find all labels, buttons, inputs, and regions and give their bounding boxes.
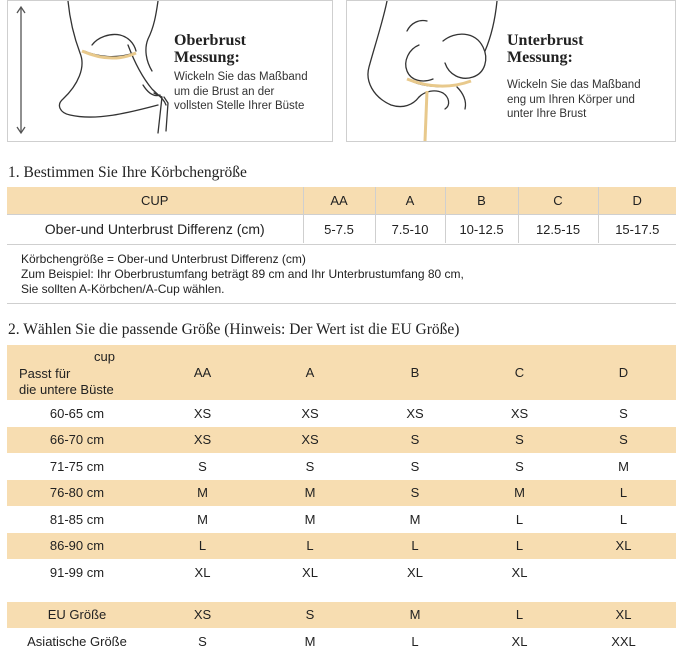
- size-cell: S: [410, 485, 420, 501]
- cup-header-label: CUP: [7, 187, 303, 215]
- asian-size-cell: M: [304, 633, 316, 649]
- table-row: [7, 427, 676, 454]
- size-header-row: [7, 345, 676, 400]
- size-cell: XS: [301, 432, 319, 448]
- range-cell: 71-75 cm: [49, 458, 105, 474]
- range-cell: 86-90 cm: [49, 538, 105, 554]
- section1-title: 1. Bestimmen Sie Ihre Körbchengröße: [8, 164, 247, 181]
- size-header-corner: [7, 345, 147, 400]
- asian-size-cell: L: [411, 633, 419, 649]
- size-cell: XS: [406, 405, 424, 421]
- cup-header-c: C: [518, 187, 598, 215]
- unterbrust-measure-panel: [346, 0, 676, 142]
- size-cell: XS: [193, 405, 212, 421]
- header-passt-line-2: die untere Büste: [19, 382, 114, 397]
- size-cell: M: [514, 485, 525, 501]
- unterbrust-title-1: Unterbrust: [507, 32, 584, 49]
- oberbrust-title-1: Oberbrust: [174, 32, 246, 49]
- header-passt-label: [19, 366, 114, 398]
- range-cell: 76-80 cm: [49, 485, 105, 501]
- size-cell: S: [515, 432, 524, 448]
- oberbrust-measure-panel: [7, 0, 333, 142]
- unterbrust-title-2: Messung:: [507, 49, 573, 66]
- size-cell: L: [619, 511, 628, 527]
- difference-b: 10-12.5: [445, 215, 518, 244]
- cup-note-line-2: Zum Beispiel: Ihr Oberbrustumfang beträgt 89 cm and Ihr Unterbrustumfang 80 cm,: [21, 267, 464, 281]
- eu-size-cell: S: [305, 607, 315, 623]
- cup-header-b: B: [445, 187, 518, 215]
- size-cell: XS: [301, 405, 319, 421]
- size-cell: [571, 559, 676, 586]
- size-header-c: C: [514, 365, 525, 380]
- range-cell: 60-65 cm: [49, 405, 105, 421]
- eu-size-cell: L: [515, 607, 524, 623]
- oberbrust-desc-1: Wickeln Sie das Maßband: [174, 71, 308, 83]
- oberbrust-title-2: Messung:: [174, 49, 240, 66]
- table-row: [7, 453, 676, 480]
- table-row: [7, 533, 676, 560]
- size-cell: S: [410, 458, 420, 474]
- size-cell: L: [515, 538, 524, 554]
- eu-size-cell: XL: [615, 607, 632, 623]
- size-cell: L: [411, 538, 419, 554]
- asian-size-cell: XL: [511, 633, 528, 649]
- header-passt-line-1: Passt für: [19, 366, 71, 381]
- size-cell: S: [305, 458, 315, 474]
- difference-a: 7.5-10: [375, 215, 445, 244]
- cup-header-row: [7, 187, 676, 215]
- asian-size-label: Asiatische Größe: [27, 633, 127, 649]
- size-cell: S: [619, 432, 628, 448]
- size-cell: S: [198, 458, 207, 474]
- size-header-aa: AA: [193, 365, 212, 380]
- difference-c: 12.5-15: [518, 215, 598, 244]
- size-cell: L: [619, 485, 628, 501]
- unterbrust-desc-2: eng um Ihren Körper und: [507, 93, 635, 106]
- size-cell: M: [197, 511, 208, 527]
- cup-size-table: [7, 187, 676, 243]
- size-header-b: B: [410, 365, 420, 380]
- size-cell: L: [306, 538, 314, 554]
- size-cell: XL: [302, 564, 318, 580]
- cup-note: [7, 244, 676, 304]
- unterbrust-desc-1: Wickeln Sie das Maßband: [507, 79, 641, 91]
- table-gap-row: [7, 586, 676, 602]
- asian-size-cell: XXL: [611, 633, 636, 649]
- size-cell: S: [619, 405, 628, 421]
- size-cell: S: [410, 432, 420, 448]
- difference-aa: 5-7.5: [303, 215, 375, 244]
- asian-size-row: [7, 628, 676, 655]
- table-row: [7, 400, 676, 427]
- table-row: [7, 506, 676, 533]
- size-cell: S: [515, 458, 524, 474]
- size-cell: M: [197, 485, 208, 501]
- size-header-d: D: [618, 365, 629, 380]
- eu-size-cell: XS: [193, 607, 212, 623]
- range-cell: 91-99 cm: [49, 564, 105, 580]
- difference-d: 15-17.5: [615, 221, 660, 237]
- eu-size-cell: M: [409, 607, 421, 623]
- eu-size-row: [7, 602, 676, 629]
- cup-note-line-1: Körbchengröße = Ober-und Unterbrust Differenz (cm): [21, 252, 306, 266]
- size-cell: L: [198, 538, 207, 554]
- table-gap: [7, 586, 676, 602]
- table-row: [7, 559, 676, 586]
- size-cell: L: [515, 511, 524, 527]
- range-cell: 81-85 cm: [49, 511, 105, 527]
- section2-title: 2. Wählen Sie die passende Größe (Hinweis: Der Wert ist die EU Größe): [8, 321, 460, 338]
- size-cell: XS: [510, 405, 529, 421]
- asian-size-cell: S: [198, 633, 207, 649]
- height-arrow-icon: [17, 7, 25, 133]
- size-cell: XL: [615, 538, 632, 554]
- header-cup-label: cup: [94, 349, 115, 364]
- size-cell: XL: [407, 564, 423, 580]
- size-cell: M: [304, 511, 316, 527]
- eu-size-label: EU Größe: [47, 607, 107, 623]
- range-cell: 66-70 cm: [49, 432, 105, 448]
- size-cell: M: [409, 511, 421, 527]
- cup-header-d: D: [598, 187, 676, 215]
- cup-note-line-3: Sie sollten A-Körbchen/A-Cup wählen.: [21, 282, 225, 296]
- unterbrust-desc-3: unter Ihre Brust: [507, 108, 587, 120]
- cup-difference-row: [7, 215, 676, 244]
- size-cell: M: [618, 458, 629, 474]
- table-row: [7, 480, 676, 507]
- cup-header-aa: AA: [303, 187, 375, 215]
- oberbrust-desc-2: um die Brust an der: [174, 85, 275, 98]
- size-cell: M: [304, 485, 316, 501]
- size-header-a: A: [305, 365, 315, 380]
- cup-header-a: A: [375, 187, 445, 215]
- size-cell: XL: [511, 564, 528, 580]
- oberbrust-desc-3: vollsten Stelle Ihrer Büste: [174, 100, 305, 112]
- difference-label: Ober-und Unterbrust Differenz (cm): [7, 215, 303, 244]
- torso-unterbrust-illustration: [347, 1, 677, 143]
- size-cell: XL: [194, 564, 211, 580]
- size-cell: XS: [193, 432, 212, 448]
- size-table: [7, 345, 676, 655]
